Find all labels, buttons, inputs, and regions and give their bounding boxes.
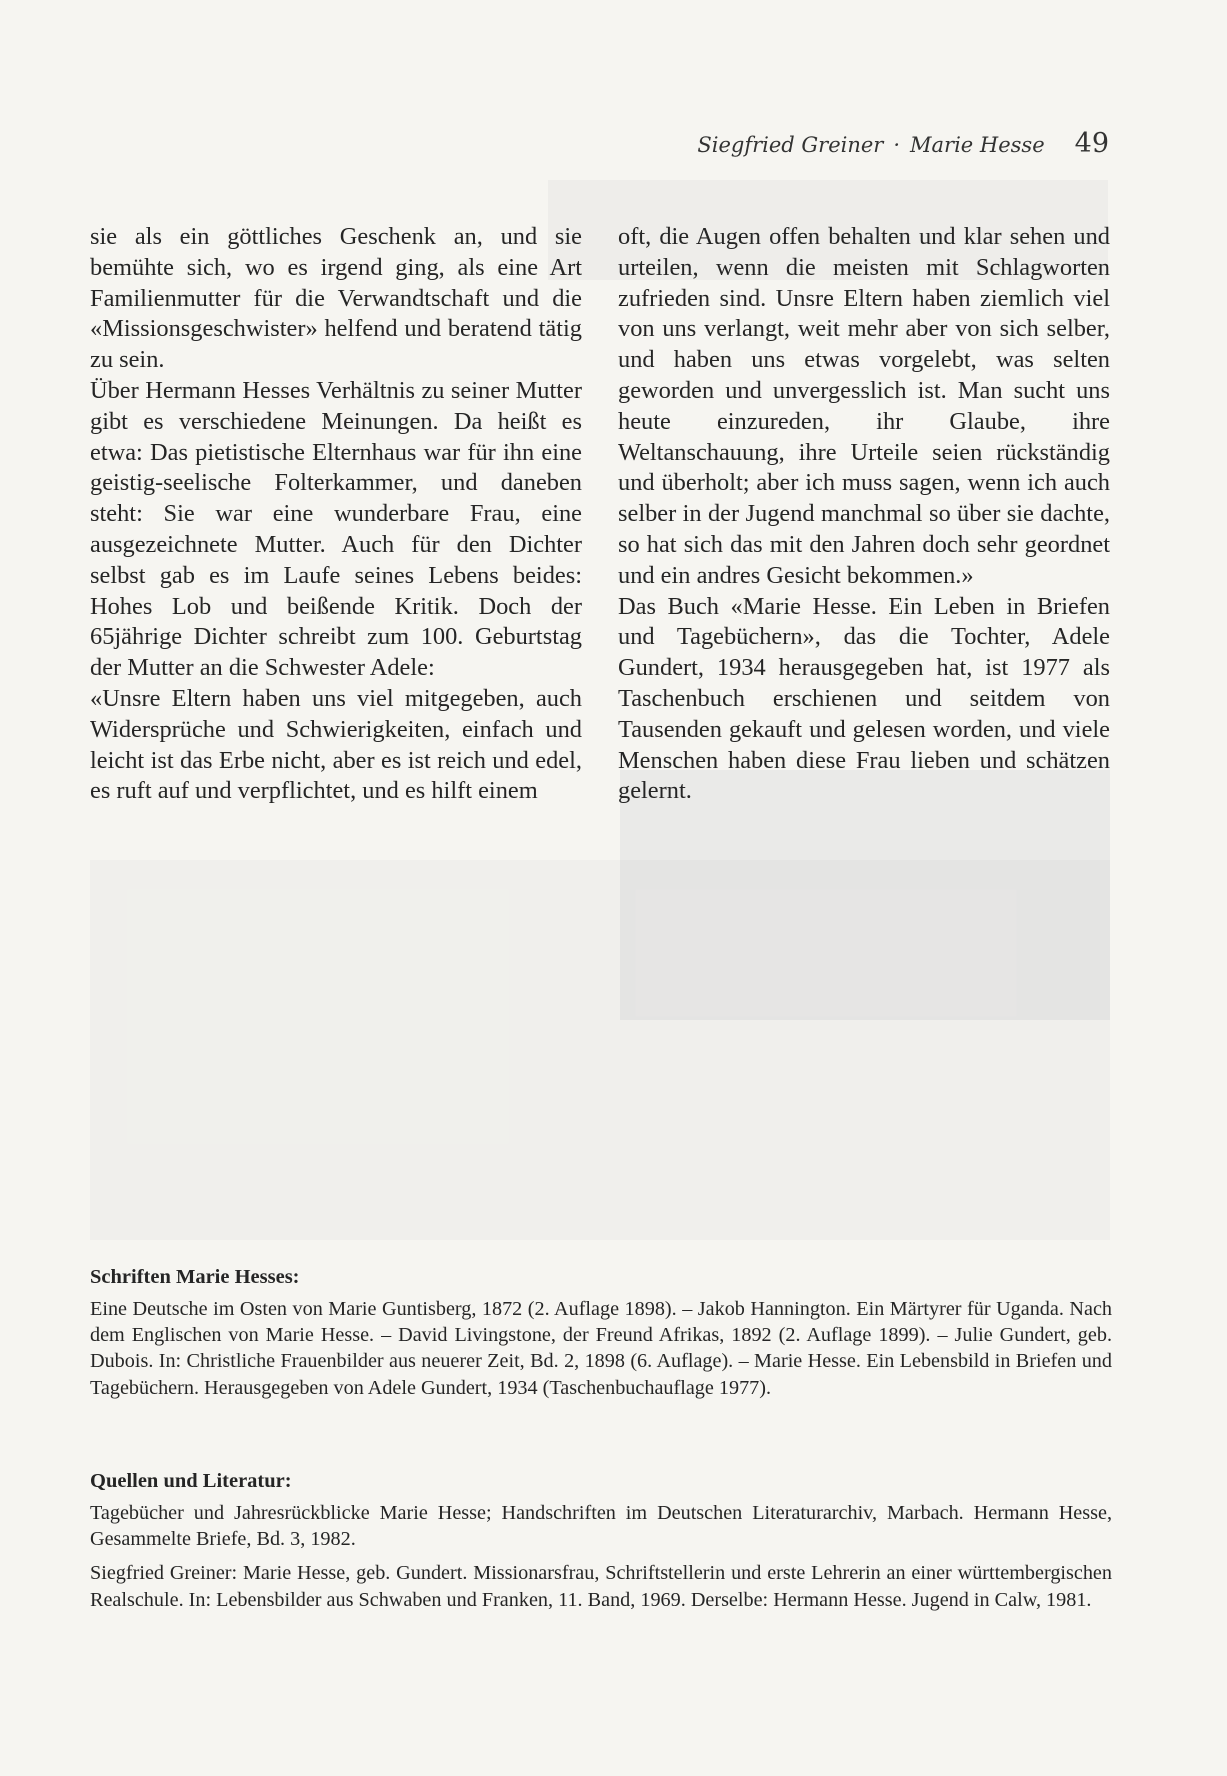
- right-text-column: [618, 222, 1110, 807]
- quellen-entry: Siegfried Greiner: Marie Hesse, geb. Gundert. Missionarsfrau, Schriftstellerin und erste Lehrerin an einer württembergischen Realschule. In: Lebensbilder aus Schwaben und Franken, 11. Band, 1969. Derselbe: Hermann Hesse. Jugend in Calw, 1981.: [90, 1562, 1112, 1611]
- paragraph: «Unsre Eltern haben uns viel mitgegeben, auch Widersprüche und Schwierigkeiten, einfach und leicht ist das Erbe nicht, aber es ist reich und edel, es ruft auf und verpflichtet, und es hilft einem: [90, 684, 582, 805]
- quellen-entry: Tagebücher und Jahresrückblicke Marie Hesse; Handschriften im Deutschen Literaturarchiv, Marbach. Hermann Hesse, Gesammelte Briefe, Bd. 3, 1982.: [90, 1502, 1112, 1551]
- quellen-section: [90, 1468, 1112, 1613]
- page-number: 49: [1074, 128, 1109, 159]
- paragraph: oft, die Augen offen behalten und klar sehen und urteilen, wenn die meisten mit Schlagworten zufrieden sind. Unsre Eltern haben ziemlich viel von uns verlangt, weit mehr aber von sich selber, und haben uns etwas vorgelebt, was selten geworden und unvergesslich ist. Man sucht uns heute einzureden, ihr Glaube, ihre Weltanschauung, ihre Urteile seien rückständig und überholt; aber ich muss sagen, wenn ich auch selber in der Jugend manchmal so über sie dachte, so hat sich das mit den Jahren doch sehr geordnet und ein andres Gesicht bekommen.»: [618, 223, 1110, 589]
- left-text-column: [90, 222, 582, 807]
- running-head: [697, 128, 1109, 159]
- paragraph: sie als ein göttliches Geschenk an, und sie bemühte sich, wo es irgend ging, als eine Art Familienmutter für die Verwandtschaft und die «Missionsgeschwister» helfend und beratend tätig zu sein.: [90, 223, 582, 374]
- schriften-text: Eine Deutsche im Osten von Marie Guntisberg, 1872 (2. Auflage 1898). – Jakob Hannington. Ein Märtyrer für Uganda. Nach dem Englischen von Marie Hesse. – David Livingstone, der Freund Afrikas, 1892 (2. Auflage 1899). – Julie Gundert, geb. Dubois. In: Christliche Frauenbilder aus neuerer Zeit, Bd. 2, 1898 (6. Auflage). – Marie Hesse. Ein Lebensbild in Briefen und Tagebüchern. Herausgegeben von Adele Gundert, 1934 (Taschenbuchauflage 1977).: [90, 1298, 1112, 1399]
- running-head-author: Siegfried Greiner: [697, 133, 884, 157]
- schriften-section: [90, 1264, 1112, 1401]
- paragraph: Das Buch «Marie Hesse. Ein Leben in Briefen und Tagebüchern», das die Tochter, Adele Gundert, 1934 herausgegeben hat, ist 1977 als Taschenbuch erschienen und seitdem von Tausenden gekauft und gelesen worden, und viele Menschen haben diese Frau lieben und schätzen gelernt.: [618, 592, 1110, 805]
- show-through-shadow: [90, 860, 1110, 1240]
- running-head-subject: Marie Hesse: [910, 133, 1045, 157]
- running-head-separator: ·: [893, 133, 901, 157]
- quellen-heading: Quellen und Literatur:: [90, 1470, 292, 1492]
- schriften-heading: Schriften Marie Hesses:: [90, 1266, 300, 1288]
- paragraph: Über Hermann Hesses Verhältnis zu seiner Mutter gibt es verschiedene Meinungen. Da heißt es etwa: Das pietistische Elternhaus war für ihn eine geistig-seelische Folterkammer, und daneben steht: Sie war eine wunderbare Frau, eine ausgezeichnete Mutter. Auch für den Dichter selbst gab es im Laufe seines Lebens beides: Hohes Lob und beißende Kritik. Doch der 65jährige Dichter schreibt zum 100. Geburtstag der Mutter an die Schwester Adele:: [90, 376, 582, 682]
